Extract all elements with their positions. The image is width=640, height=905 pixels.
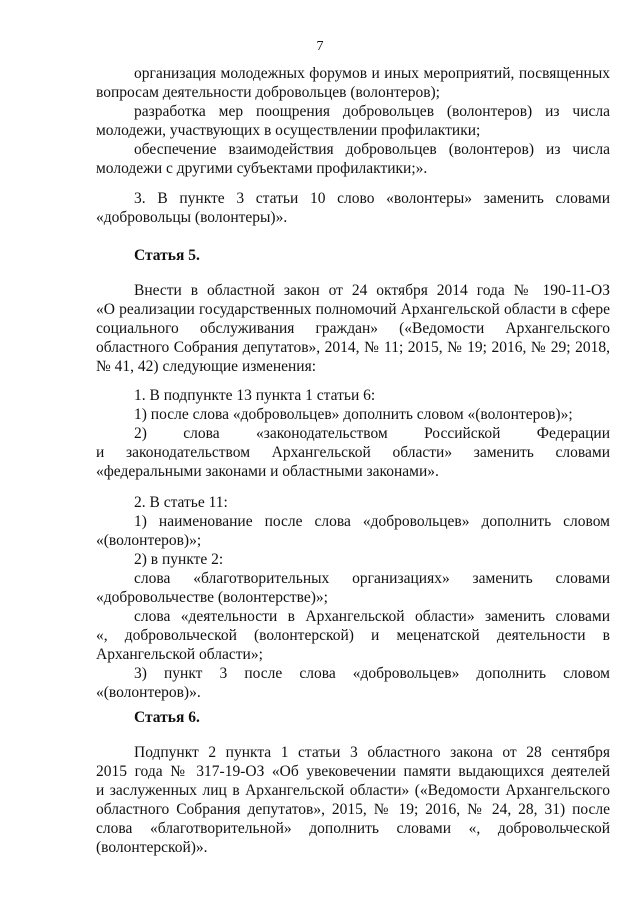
text-line: слова «благотворительных организациях» заменить словами: [134, 570, 610, 587]
paragraph-article6-text: [96, 743, 610, 857]
text-line: областного Собрания депутатов», 2015, № 19; 2016, № 24, 28, 31) после: [96, 801, 610, 818]
text-line: 1) наименование после слова «добровольцев» дополнить словом: [134, 513, 610, 530]
text-line: слова «благотворительной» дополнить словами «, добровольческой: [96, 820, 610, 837]
text-line: (волонтерской)».: [96, 839, 208, 856]
page-number: 7: [316, 39, 324, 54]
text-line: областного Собрания депутатов», 2014, № 11; 2015, № 19; 2016, № 29; 2018,: [96, 339, 610, 356]
text-line: 2) слова «законодательством Российской Федерации: [134, 425, 610, 442]
text-line: и заслуженных лиц в Архангельской области» («Ведомости Архангельского: [96, 782, 610, 799]
text-line: организация молодежных форумов и иных мероприятий, посвященных: [134, 65, 610, 82]
text-line: обеспечение взаимодействия добровольцев (волонтеров) из числа: [134, 141, 610, 158]
article-heading: Статья 6.: [134, 709, 200, 726]
text-line: «О реализации государственных полномочий Архангельской области в сфере: [96, 301, 610, 318]
paragraph-volunteer-measures: [96, 64, 610, 178]
paragraph-article11-changes: [96, 493, 610, 702]
text-line: Архангельской области»;: [96, 646, 263, 663]
text-line: «добровольцы (волонтеры)».: [96, 209, 288, 226]
text-line: 2015 года № 317-19-ОЗ «Об увековечении памяти выдающихся деятелей: [96, 763, 610, 780]
text-line: Внести в областной закон от 24 октября 2014 года № 190-11-ОЗ: [134, 282, 610, 299]
text-line: слова «деятельности в Архангельской области» заменить словами: [134, 608, 610, 625]
text-line: 3. В пункте 3 статьи 10 слово «волонтеры» заменить словами: [134, 190, 610, 207]
text-line: 1) после слова «добровольцев» дополнить словом «(волонтеров)»;: [134, 406, 573, 423]
text-line: «добровольчестве (волонтерстве)»;: [96, 589, 328, 606]
text-line: «(волонтеров)».: [96, 684, 201, 701]
text-line: «(волонтеров)»;: [96, 532, 202, 549]
text-line: 2. В статье 11:: [134, 494, 228, 511]
text-line: «федеральными законами и областными законами».: [96, 463, 439, 480]
paragraph-article10-amendment: [96, 189, 610, 227]
text-line: Подпункт 2 пункта 1 статьи 3 областного закона от 28 сентября: [134, 744, 610, 761]
article-5-heading: [96, 246, 610, 265]
text-line: «, добровольческой (волонтерской) и меценатской деятельности в: [96, 627, 610, 644]
article-heading: Статья 5.: [134, 247, 200, 264]
text-line: и законодательством Архангельской области» заменить словами: [96, 444, 610, 461]
text-line: разработка мер поощрения добровольцев (волонтеров) из числа: [134, 103, 610, 120]
text-line: 1. В подпункте 13 пункта 1 статьи 6:: [134, 387, 376, 404]
text-line: вопросам деятельности добровольцев (волонтеров);: [96, 84, 440, 101]
article-6-heading: [96, 708, 610, 727]
text-line: № 41, 42) следующие изменения:: [96, 358, 317, 375]
text-line: молодежи, участвующих в осуществлении профилактики;: [96, 122, 481, 139]
paragraph-article6-changes: [96, 386, 610, 481]
paragraph-article5-intro: [96, 281, 610, 376]
text-line: 2) в пункте 2:: [134, 551, 224, 568]
text-line: молодежи с другими субъектами профилактики;».: [96, 160, 428, 177]
text-line: социального обслуживания граждан» («Ведомости Архангельского: [96, 320, 610, 337]
text-line: 3) пункт 3 после слова «добровольцев» дополнить словом: [134, 665, 610, 682]
